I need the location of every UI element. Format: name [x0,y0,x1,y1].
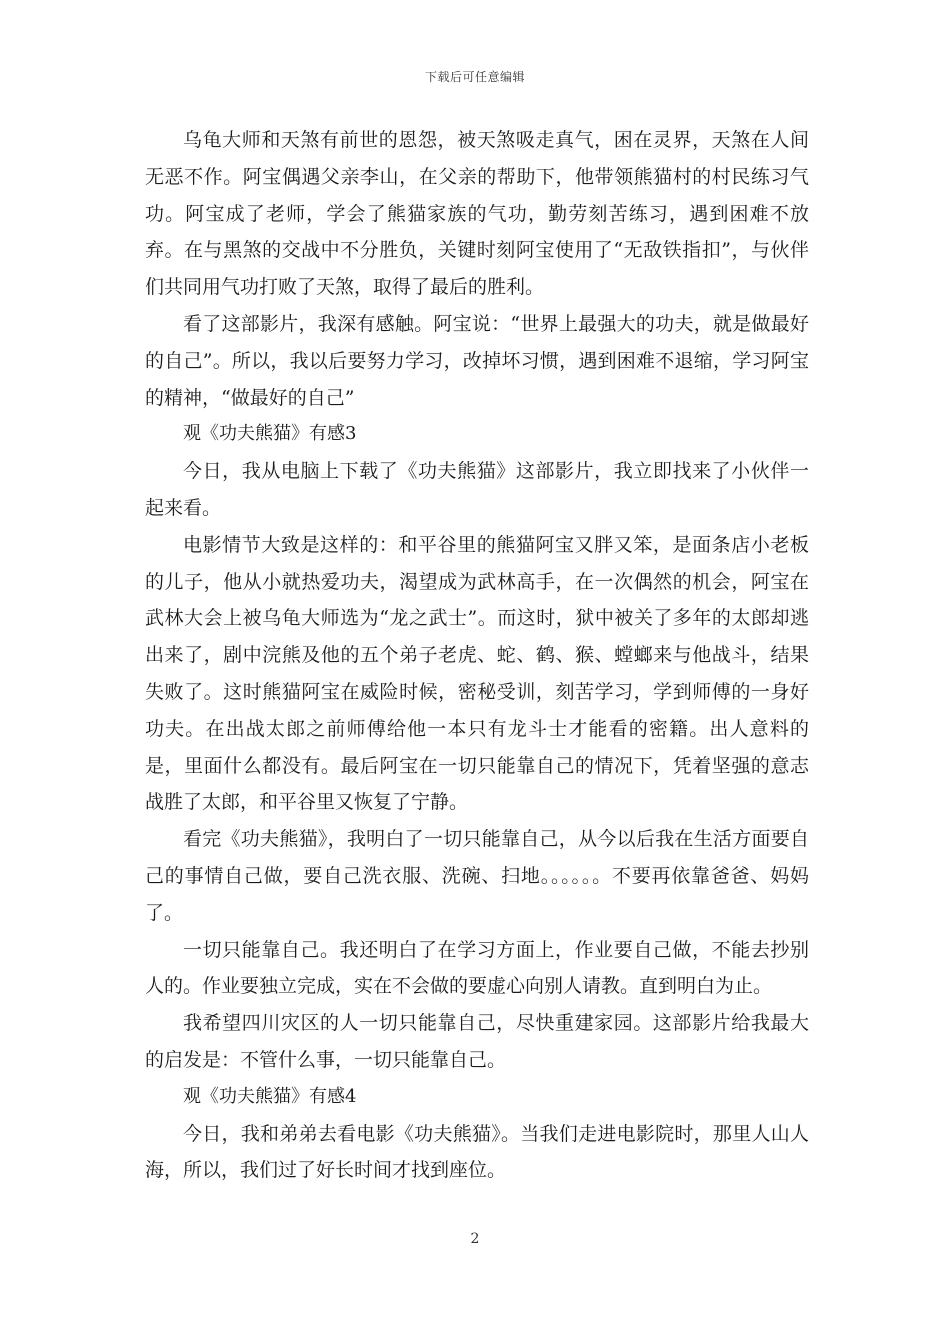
paragraph-2: 看了这部影片，我深有感触。阿宝说：“世界上最强大的功夫，就是做最好的自己”。所以，我以后要努力学习，改掉坏习惯，遇到困难不退缩，学习阿宝的精神，“做最好的自己” [145,312,809,409]
paragraph-8: 今日，我和弟弟去看电影《功夫熊猫》。当我们走进电影院时，那里人山人海，所以，我们过了好长时间才找到座位。 [145,1122,809,1182]
page-header-note: 下载后可任意编辑 [424,70,525,84]
paragraph-3: 今日，我从电脑上下载了《功夫熊猫》这部影片，我立即找来了小伙伴一起来看。 [145,460,809,519]
paragraph-5: 看完《功夫熊猫》，我明白了一切只能靠自己，从今以后我在生活方面要自己的事情自己做，要自己洗衣服、洗碗、扫地。。。。。。不要再依靠爸爸、妈妈了。 [145,828,809,924]
document-body [145,122,809,1189]
paragraph-1: 乌龟大师和天煞有前世的恩怨，被天煞吸走真气，困在灵界，天煞在人间无恶不作。阿宝偶遇父亲李山，在父亲的帮助下，他带领熊猫村的村民练习气功。阿宝成了老师，学会了熊猫家族的气功，勤劳刻苦练习，遇到困难不放弃。在与黑煞的交战中不分胜负，关键时刻阿宝使用了“无敌铁指扣”，与伙伴们共同用气功打败了天煞，取得了最后的胜利。 [145,129,809,299]
paragraph-6: 一切只能靠自己。我还明白了在学习方面上，作业要自己做，不能去抄别人的。作业要独立完成，实在不会做的要虚心向别人请教。直到明白为止。 [145,938,809,998]
paragraph-7: 我希望四川灾区的人一切只能靠自己，尽快重建家园。这部影片给我最大的启发是：不管什么事，一切只能靠自己。 [145,1012,809,1071]
section-heading-4: 观《功夫熊猫》有感4 [183,1085,357,1107]
page-number: 2 [470,1231,480,1247]
paragraph-4: 电影情节大致是这样的：和平谷里的熊猫阿宝又胖又笨，是面条店小老板的儿子，他从小就热爱功夫，渴望成为武林高手，在一次偶然的机会，阿宝在武林大会上被乌龟大师选为“龙之武士”。而这时，狱中被关了多年的太郎却逃出来了，剧中浣熊及他的五个弟子老虎、蛇、鹤、猴、螳螂来与他战斗，结果失败了。这时熊猫阿宝在威险时候，密秘受训，刻苦学习，学到师傅的一身好功夫。在出战太郎之前师傅给他一本只有龙斗士才能看的密籍。出人意料的是，里面什么都没有。最后阿宝在一切只能靠自己的情况下，凭着坚强的意志战胜了太郎，和平谷里又恢复了宁静。 [145,533,809,814]
section-heading-3: 观《功夫熊猫》有感3 [183,423,357,445]
